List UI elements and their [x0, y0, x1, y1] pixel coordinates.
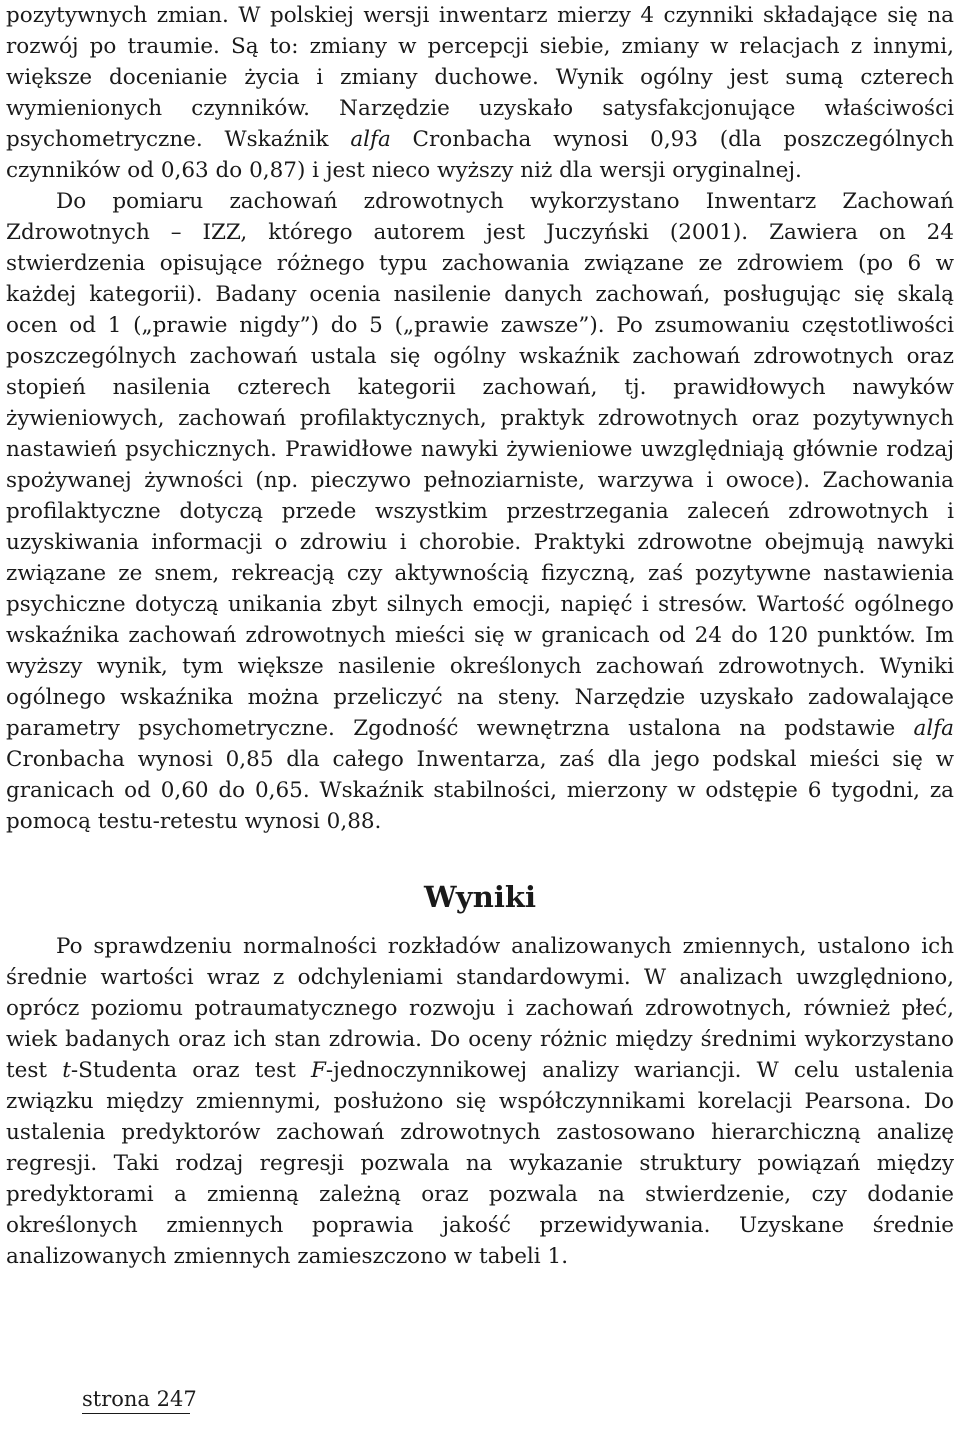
paragraph-results: Po sprawdzeniu normalności rozkładów analizowanych zmiennych, ustalono ich średnie wartości wraz z odchyleniami standardowymi. W analizach uwzględniono, oprócz poziomu potraumatycznego rozwoju i zachowań zdrowotnych, również płeć, wiek badanych oraz ich stan zdrowia. Do oceny różnic między średnimi wykorzystano test t-Studenta oraz test F-jednoczynnikowej analizy wariancji. W celu ustalenia związku między zmiennymi, posłużono się współczynnikami korelacji Pearsona. Do ustalenia predyktorów zachowań zdrowotnych zastosowano hierarchiczną analizę regresji. Taki rodzaj regresji pozwala na wykazanie struktury powiązań między predyktorami a zmienną zależną oraz pozwala na stwierdzenie, czy dodanie określonych zmiennych poprawia jakość przewidywania. Uzyskane średnie analizowanych zmiennych zamieszczono w tabeli 1. — [6, 934, 954, 1269]
paragraph-ptgi-description: pozytywnych zmian. W polskiej wersji inwentarz mierzy 4 czynniki składające się na rozwój po traumie. Są to: zmiany w percepcji siebie, zmiany w relacjach z innymi, większe docenianie życia i zmiany duchowe. Wynik ogólny jest sumą czterech wymienionych czynników. Narzędzie uzyskało satysfakcjonujące właściwości psychometryczne. Wskaźnik alfa Cronbacha wynosi 0,93 (dla poszczególnych czynników od 0,63 do 0,87) i jest nieco wyższy niż dla wersji oryginalnej. — [6, 3, 954, 183]
page-number: strona 247 — [82, 1387, 197, 1411]
italic-f: F — [311, 1058, 326, 1083]
section-heading-results: Wyniki — [424, 880, 536, 914]
italic-alfa: alfa — [350, 127, 391, 152]
document-page — [6, 0, 954, 1272]
italic-alfa: alfa — [913, 716, 954, 741]
paragraph-izz-description: Do pomiaru zachowań zdrowotnych wykorzystano Inwentarz Zachowań Zdrowotnych – IZZ, którego autorem jest Juczyński (2001). Zawiera on 24 stwierdzenia opisujące różnego typu zachowania związane ze zdrowiem (po 6 w każdej kategorii). Badany ocenia nasilenie danych zachowań, posługując się skalą ocen od 1 („prawie nigdy”) do 5 („prawie zawsze”). Po zsumowaniu częstotliwości poszczególnych zachowań ustala się ogólny wskaźnik zachowań zdrowotnych oraz stopień nasilenia czterech kategorii zachowań, tj. prawidłowych nawyków żywieniowych, zachowań profilaktycznych, praktyk zdrowotnych oraz pozytywnych nastawień psychicznych. Prawidłowe nawyki żywieniowe uwzględniają głównie rodzaj spożywanej żywności (np. pieczywo pełnoziarniste, warzywa i owoce). Zachowania profilaktyczne dotyczą przede wszystkim przestrzegania zaleceń zdrowotnych i uzyskiwania informacji o zdrowiu i chorobie. Praktyki zdrowotne obejmują nawyki związane ze snem, rekreacją czy aktywnością fizyczną, zaś pozytywne nastawienia psychiczne dotyczą unikania zbyt silnych emocji, napięć i stresów. Wartość ogólnego wskaźnika zachowań zdrowotnych mieści się w granicach od 24 do 120 punktów. Im wyższy wynik, tym większe nasilenie określonych zachowań zdrowotnych. Wyniki ogólnego wskaźnika można przeliczyć na steny. Narzędzie uzyskało zadowalające parametry psychometryczne. Zgodność wewnętrzna ustalona na podstawie alfa Cronbacha wynosi 0,85 dla całego Inwentarza, zaś dla jego podskal mieści się w granicach od 0,60 do 0,65. Wskaźnik stabilności, mierzony w odstępie 6 tygodni, za pomocą testu-retestu wynosi 0,88. — [6, 189, 954, 834]
page-footer — [82, 1387, 197, 1414]
italic-t: t — [62, 1058, 71, 1083]
